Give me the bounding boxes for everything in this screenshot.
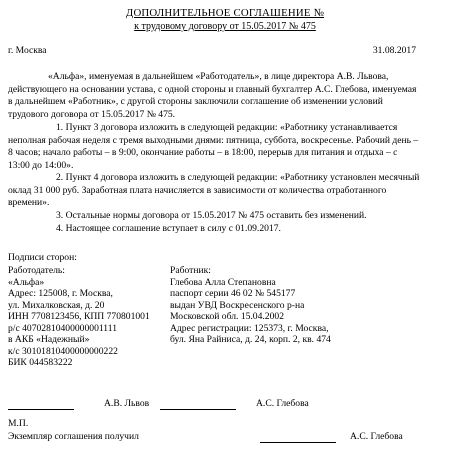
employee-details	[170, 265, 440, 346]
copy-received-label: Экземпляр соглашения получил	[8, 431, 139, 442]
clause-4: 4. Настоящее соглашение вступает в силу с 01.09.2017.	[56, 223, 281, 234]
copy-received-row	[0, 431, 450, 445]
signatures-heading: Подписи сторон:	[8, 252, 77, 263]
employer-line: БИК 044583222	[8, 357, 73, 368]
employee-line: выдан УВД Воскресенского р-на	[170, 299, 305, 311]
employer-line: к/с 30101810400000000222	[8, 345, 118, 357]
employer-signatory-name: А.В. Львов	[104, 398, 150, 409]
copy-signature-line	[260, 442, 336, 443]
clause-1: 1. Пункт 3 договора изложить в следующей редакции: «Работнику устанавливается неполная рабочая неделя с тремя выходными днями: пятница, суббота, воскресенье. Рабочий день – 8 часов; начало работы – в 9:00, окончание работы – в 18:00, перерыв для питания и отдыха – с 13:00 до 14:00».	[8, 122, 419, 171]
employer-heading: Работодатель:	[8, 265, 65, 276]
employer-line: «Альфа»	[8, 276, 45, 288]
document-title: ДОПОЛНИТЕЛЬНОЕ СОГЛАШЕНИЕ №	[125, 7, 325, 19]
employee-line: Глебова Алла Степановна	[170, 276, 276, 288]
employer-line: ИНН 7708123456, КПП 770801001	[8, 311, 150, 322]
employer-line: Адрес: 125008, г. Москва,	[8, 288, 113, 299]
employee-heading: Работник:	[170, 265, 211, 276]
stamp-place: М.П.	[8, 418, 29, 429]
document-date: 31.08.2017	[372, 45, 416, 56]
intro-paragraph: «Альфа», именуемая в дальнейшем «Работодатель», в лице директора А.В. Львова, действующего на основании устава, с одной стороны и главный бухгалтер А.С. Глебова, именуемая в дальнейшем «Работник», с другой стороны заключили соглашение об изменении условий трудового договора от 15.05.2017 № 475.	[8, 71, 417, 120]
employee-line: бул. Яна Райниса, д. 24, корп. 2, кв. 474	[170, 334, 331, 345]
employee-line: Московской обл. 15.04.2002	[170, 311, 284, 322]
employer-line: ул. Михалковская, д. 20	[8, 299, 105, 311]
employer-line: р/с 40702810400000001111	[8, 322, 117, 334]
employee-line: Адрес регистрации: 125373, г. Москва,	[170, 322, 329, 334]
place-of-signing: г. Москва	[8, 45, 47, 56]
clause-3: 3. Остальные нормы договора от 15.05.2017 № 475 оставить без изменений.	[56, 210, 367, 221]
signature-row	[0, 398, 450, 412]
employee-signature-line	[160, 409, 236, 410]
clause-2: 2. Пункт 4 договора изложить в следующей редакции: «Работнику установлен месячный оклад 31 000 руб. Заработная плата начисляется в зависимости от количества отработанного времени».	[8, 172, 420, 209]
employee-signatory-name: А.С. Глебова	[256, 398, 309, 409]
employee-line: паспорт серии 46 02 № 545177	[170, 288, 296, 299]
document-subtitle: к трудовому договору от 15.05.2017 № 475	[134, 21, 316, 32]
employer-line: в АКБ «Надежный»	[8, 334, 90, 345]
employer-details	[8, 265, 168, 369]
copy-signatory-name: А.С. Глебова	[350, 431, 403, 442]
employer-signature-line	[8, 409, 74, 410]
